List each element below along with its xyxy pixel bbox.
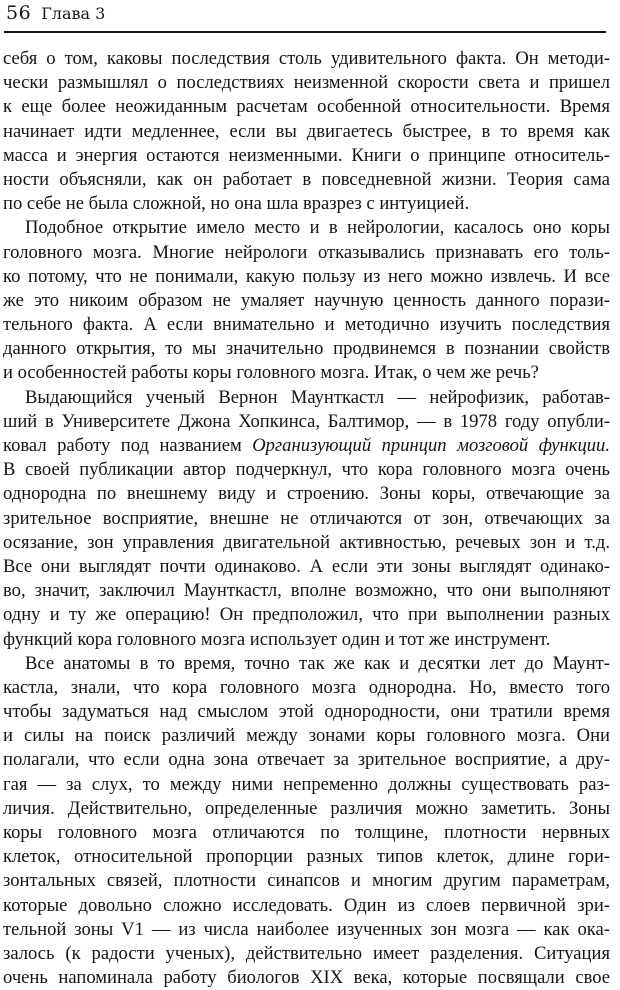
- page-number: 56: [6, 2, 32, 24]
- text-line: и особенностей работы коры головного мозга. Итак, о чем же речь?: [3, 362, 539, 384]
- paragraph: [3, 652, 610, 990]
- text-line: Все анатомы в то время, точно так же как и десятки лет до Маунт-: [25, 652, 610, 674]
- text-line: же это никоим образом не умаляет научную ценность данного порази-: [3, 289, 610, 311]
- text-line: которые довольно сложно исследовать. Один из слоев первичной зри-: [3, 894, 610, 916]
- text-line: ший в Университете Джона Хопкинса, Балтимор, — в 1978 году опубли-: [3, 410, 610, 432]
- text-line: данного открытия, то мы значительно продвинемся в познании свойств: [3, 338, 610, 360]
- header-rule: [4, 31, 606, 33]
- body-text: [3, 47, 610, 990]
- text-line: и силы на поиск различий между зонами коры головного мозга. Они: [3, 725, 610, 747]
- text-line: тельной зоны V1 — из числа наиболее изученных зон мозга — как ока-: [3, 918, 610, 940]
- text-line: себя о том, каковы последствия столь удивительного факта. Он методи-: [3, 48, 610, 69]
- text-line: однородна по внешнему виду и строению. Зоны коры, отвечающие за: [3, 483, 610, 505]
- text-line: ко потому, что не понимали, какую пользу из него можно извлечь. И все: [3, 265, 610, 287]
- text-line: во, значит, заключил Маунткастл, вполне возможно, что они выполняют: [3, 580, 610, 602]
- work-title: Организующий принцип мозговой функции.: [252, 435, 610, 456]
- text-line: тельного факта. А если внимательно и методично изучить последствия: [3, 314, 610, 336]
- text-line: осязание, зон управления двигательной активностью, речевых зон и т.д.: [3, 531, 610, 553]
- text-line: залось (к радости ученых), действительно имеет разделения. Ситуация: [3, 942, 610, 964]
- text-line: к еще более неожиданным расчетам особенной относительности. Время: [3, 96, 610, 118]
- text-line: начинает идти медленнее, если вы двигаетесь быстрее, в то время как: [3, 120, 610, 142]
- text-line: головного мозга. Многие нейрологи отказывались признавать его толь-: [3, 241, 610, 263]
- text-line: зрительное восприятие, внешне не отличаются от зон, отвечающих за: [3, 507, 610, 529]
- text-line: чтобы задуматься над смыслом этой однородности, они тратили время: [3, 701, 610, 723]
- paragraph: [3, 386, 610, 652]
- text-line: полагали, что если одна зона отвечает за зрительное восприятие, а дру-: [3, 749, 610, 771]
- text-line: клеток, относительной пропорции разных типов клеток, длине гори-: [3, 846, 610, 868]
- paragraph: [3, 216, 610, 385]
- chapter-label: Глава 3: [41, 4, 106, 23]
- text-line: Выдающийся ученый Вернон Маунткастл — нейрофизик, работав-: [25, 386, 610, 408]
- running-head: [6, 2, 606, 30]
- text-line: масса и энергия остаются неизменными. Книги о принципе относитель-: [3, 144, 610, 166]
- text-line: зонтальных связей, плотности синапсов и многим другим параметрам,: [3, 870, 610, 892]
- text-line: Все они выглядят почти одинаково. А если эти зоны выглядят одинако-: [3, 555, 610, 577]
- text-line: по себе не была сложной, но она шла вразрез с интуицией.: [3, 193, 470, 215]
- text-line: [3, 434, 610, 458]
- text-line: Подобное открытие имело место и в нейрологии, касалось оно коры: [25, 217, 610, 239]
- paragraph: [3, 47, 610, 216]
- text-line: кастла, знали, что кора головного мозга однородна. Но, вместо того: [3, 676, 610, 698]
- text-line: ности объясняли, как он работает в повседневной жизни. Теория сама: [3, 168, 610, 190]
- text-line: очень напоминала работу биологов XIX века, которые посвящали свое: [3, 967, 610, 989]
- text-line: В своей публикации автор подчеркнул, что кора головного мозга очень: [3, 459, 610, 481]
- text-segment: ковал работу под названием: [3, 435, 253, 456]
- text-line: личия. Действительно, определенные различия можно заметить. Зоны: [3, 797, 610, 819]
- text-line: функций кора головного мозга использует один и тот же инструмент.: [3, 628, 551, 650]
- text-line: гая — за слух, то между ними непременно должны существовать раз-: [3, 773, 610, 795]
- text-line: одну и ту же операцию! Он предположил, что при выполнении разных: [3, 604, 610, 626]
- text-line: чески размышлял о последствиях неизменной скорости света и пришел: [3, 72, 610, 94]
- text-line: коры головного мозга отличаются по толщине, плотности нервных: [3, 822, 610, 843]
